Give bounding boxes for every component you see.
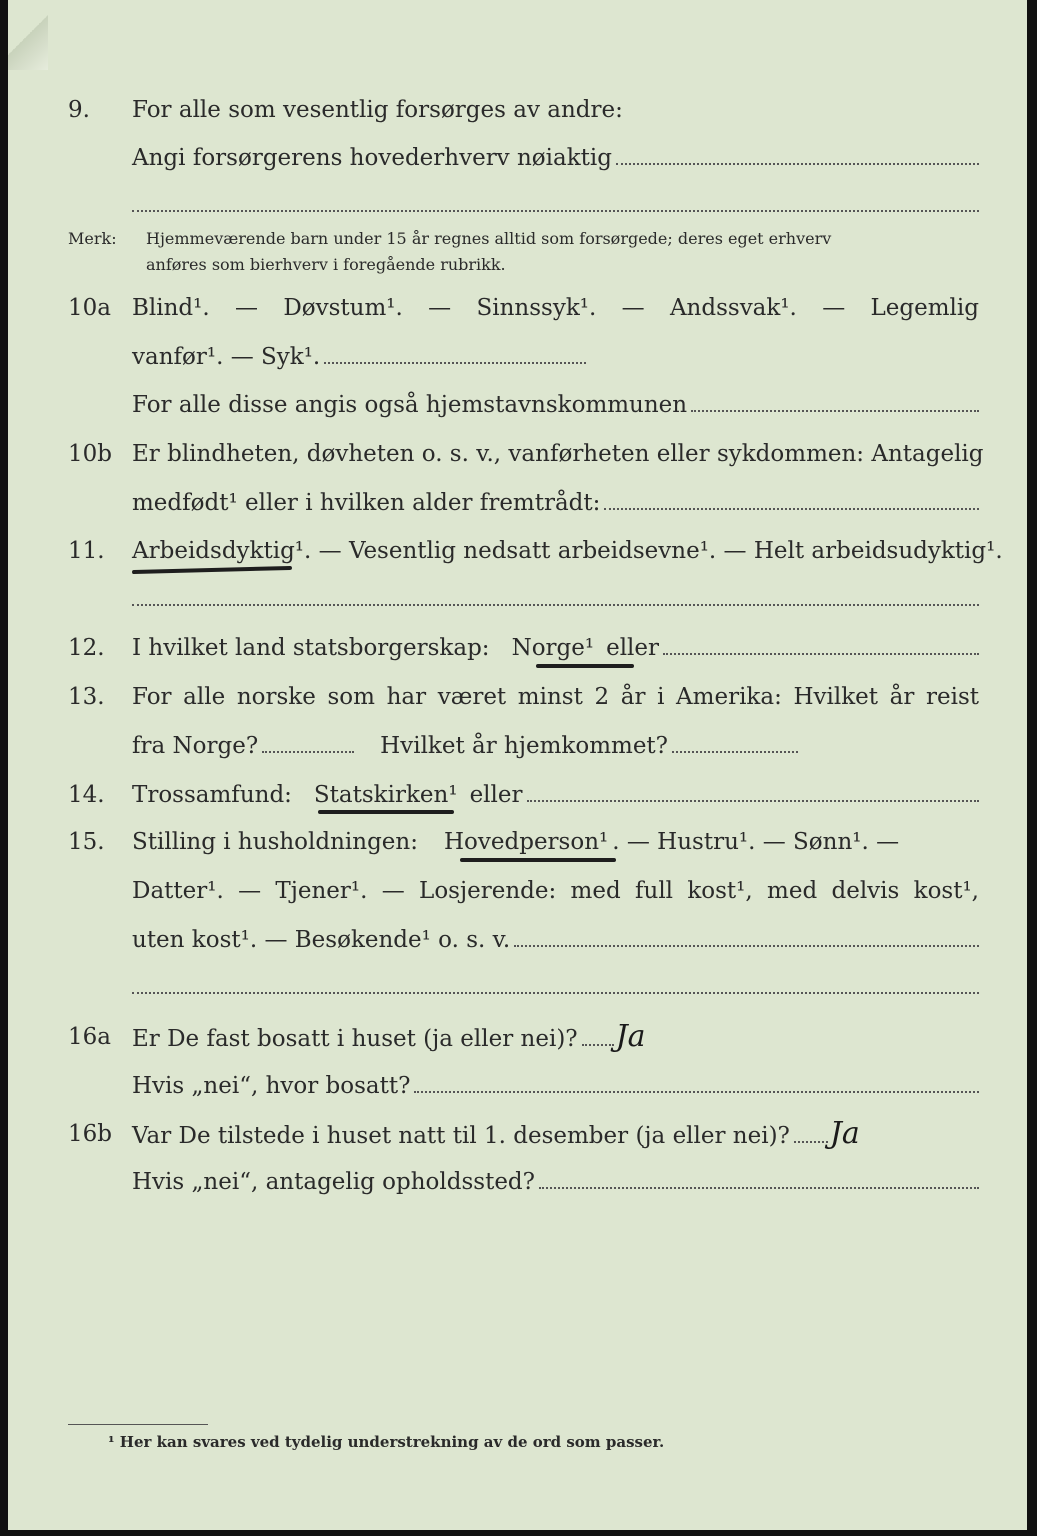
q10b-onset-field[interactable] [604, 488, 979, 510]
q13-returned-label: Hvilket år hjemkommet? [380, 733, 669, 759]
q16a-number: 16a [68, 1024, 111, 1050]
q15-option-hovedperson[interactable]: Hovedperson¹ [443, 829, 609, 855]
q12-line1 [8, 628, 1027, 668]
q9-line2 [8, 138, 1027, 178]
q9-provider-field[interactable] [616, 143, 979, 165]
q13-departed-field[interactable] [262, 731, 354, 753]
q11-line1 [8, 531, 1027, 571]
q16a-question: Er De fast bosatt i huset (ja eller nei)? [132, 1026, 578, 1052]
q10b-text: Er blindheten, døvheten o. s. v., vanførheten eller sykdommen: Antagelig [132, 441, 984, 467]
q14-option-statskirken[interactable]: Statskirken¹ [313, 782, 458, 808]
q16b-whereabouts-field[interactable] [539, 1167, 979, 1189]
q15-other-field[interactable] [514, 925, 979, 947]
merk-line2: anføres som bierhverv i foregående rubrikk. [146, 255, 506, 274]
q16a-residence-field[interactable] [414, 1071, 979, 1093]
q16b-handwritten-answer[interactable]: Ja [829, 1116, 860, 1151]
q14-number: 14. [68, 782, 105, 808]
q12-number: 12. [68, 635, 105, 661]
q10a-sick-field[interactable] [324, 342, 586, 364]
q15-number: 15. [68, 829, 105, 855]
merk-line1: Hjemmeværende barn under 15 år regnes alltid som forsørgede; deres eget erhverv [146, 229, 832, 248]
q10a-sick-label: vanfør¹. — Syk¹. [132, 344, 321, 370]
q12-or-label: eller [606, 635, 660, 661]
q12-handwritten-underline [536, 664, 634, 668]
q11-extra-field[interactable] [132, 604, 979, 606]
q12-label: I hvilket land statsborgerskap: [132, 635, 490, 661]
q16b-question: Var De tilstede i huset natt til 1. desember (ja eller nei)? [132, 1123, 790, 1149]
q16a-residence-label: Hvis „nei“, hvor bosatt? [132, 1073, 411, 1099]
q10b-onset-label: medfødt¹ eller i hvilken alder fremtrådt: [132, 490, 601, 516]
q12-country-field[interactable] [663, 633, 979, 655]
footnote-rule [68, 1424, 208, 1425]
folded-corner [8, 0, 48, 70]
q14-line1 [8, 775, 1027, 815]
q13-text: For alle norske som har været minst 2 år i Amerika: Hvilket år reist [132, 684, 979, 710]
q16b-number: 16b [68, 1121, 112, 1147]
q10a-municipality-label: For alle disse angis også hjemstavnskommunen [132, 392, 688, 418]
q10a-line2 [8, 337, 1027, 377]
q10a-line3 [8, 385, 1027, 425]
q16b-whereabouts-label: Hvis „nei“, antagelig opholdssted? [132, 1169, 535, 1195]
q16a-line1 [8, 1017, 1027, 1057]
q15-other-options: . — Hustru¹. — Sønn¹. — [612, 829, 900, 855]
q16b-line2 [8, 1162, 1027, 1202]
q10b-number: 10b [68, 441, 112, 467]
q14-label: Trossamfund: [132, 782, 292, 808]
q15-extra-field[interactable] [132, 992, 979, 994]
q9-text: For alle som vesentlig forsørges av andre: [132, 97, 623, 123]
census-form-page [8, 0, 1027, 1530]
q16b-line1 [8, 1114, 1027, 1154]
q15-text-line2: Datter¹. — Tjener¹. — Losjerende: med full kost¹, med delvis kost¹, [132, 878, 979, 904]
q15-text-line3: uten kost¹. — Besøkende¹ o. s. v. [132, 927, 511, 953]
q10a-number: 10a [68, 295, 111, 321]
q10b-line1 [8, 434, 1027, 474]
q10a-municipality-field[interactable] [691, 390, 979, 412]
q9-line1 [8, 90, 1027, 130]
q15-line1 [8, 822, 1027, 862]
q13-number: 13. [68, 684, 105, 710]
q16a-handwritten-answer[interactable]: Ja [615, 1019, 646, 1054]
merk-label: Merk: [68, 229, 117, 248]
q11-text: Arbeidsdyktig¹. — Vesentlig nedsatt arbeidsevne¹. — Helt arbeidsudyktig¹. [132, 538, 1003, 564]
footnote: ¹ Her kan svares ved tydelig understrekning av de ord som passer. [108, 1433, 665, 1451]
q13-line1 [8, 677, 1027, 717]
q9-extra-field[interactable] [132, 210, 979, 212]
q14-or-label: eller [469, 782, 523, 808]
q11-number: 11. [68, 538, 105, 564]
q16a-line2 [8, 1066, 1027, 1106]
q13-returned-field[interactable] [672, 731, 798, 753]
q9-number: 9. [68, 97, 90, 123]
q13-line2 [8, 726, 1027, 766]
q10a-text: Blind¹. — Døvstum¹. — Sinnssyk¹. — Andssvak¹. — Legemlig [132, 295, 979, 321]
q14-faith-field[interactable] [527, 780, 980, 802]
q9-provider-label: Angi forsørgerens hovederhverv nøiaktig [132, 145, 612, 171]
q15-handwritten-underline [460, 858, 616, 862]
q12-option-norge[interactable]: Norge¹ [511, 635, 595, 661]
q15-label: Stilling i husholdningen: [132, 829, 418, 855]
q15-line3 [8, 920, 1027, 960]
q10b-line2 [8, 483, 1027, 523]
q15-line2 [8, 871, 1027, 911]
q14-handwritten-underline [318, 810, 454, 814]
q10a-line1 [8, 288, 1027, 328]
q13-departed-label: fra Norge? [132, 733, 259, 759]
